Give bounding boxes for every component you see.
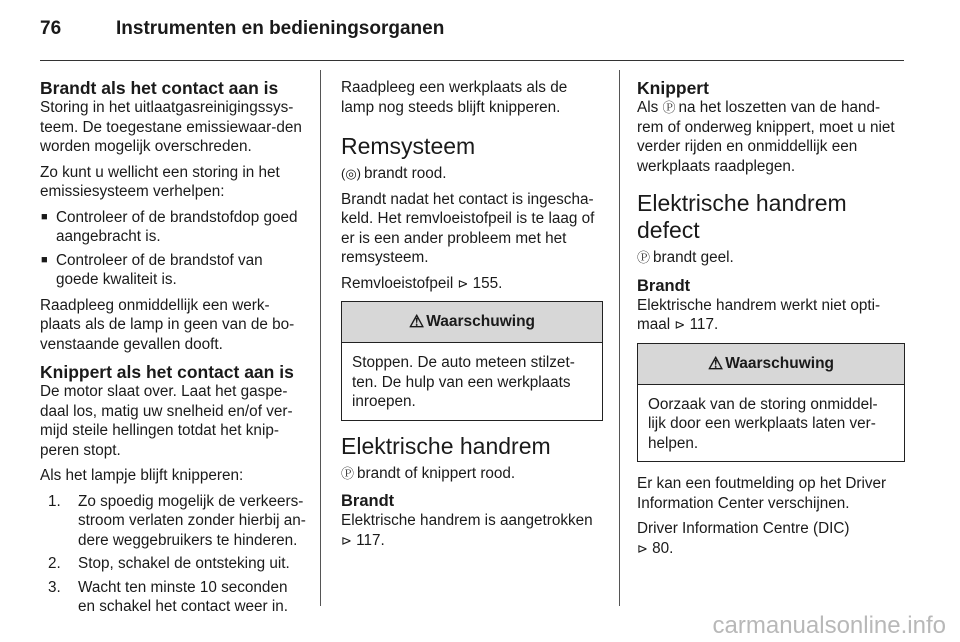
paragraph: Als het lampje blijft knipperen:	[40, 467, 244, 484]
numbered-list	[40, 492, 308, 617]
column-divider	[320, 70, 321, 606]
page-header	[40, 18, 444, 40]
header-rule	[40, 60, 904, 61]
paragraph: Zo kunt u wellicht een storing in het emissiesysteem verhelpen:	[40, 163, 280, 200]
page-ref-icon: ⊳	[674, 317, 686, 332]
paragraph: Raadpleeg onmiddellijk een werk-plaats als de lamp in geen van de bo-venstaande gevallen dooft.	[40, 296, 295, 353]
parking-brake-fault-icon: Ⓟ	[637, 250, 651, 265]
warning-header: ⚠ Waarschuwing	[638, 344, 904, 385]
column-2	[341, 78, 603, 556]
subheading: Brandt	[637, 276, 691, 295]
warning-text: Oorzaak van de storing onmiddel-lijk door een werkplaats laten ver-helpen.	[648, 395, 878, 452]
list-item: ■ Controleer of de brandstof van goede kwaliteit is.	[40, 251, 308, 290]
warning-triangle-icon: ⚠	[408, 312, 425, 332]
page-ref-icon: ⊳	[637, 540, 648, 556]
parking-brake-icon: Ⓟ	[341, 465, 355, 481]
column-1	[40, 78, 308, 623]
section-heading: Elektrische handrem defect	[637, 190, 847, 243]
paragraph: De motor slaat over. Laat het gaspe-daal los, matig uw snelheid en/of ver-mijd steile hellingen totdat het knip-peren stopt.	[40, 383, 293, 459]
page-title: Instrumenten en bedieningsorganen	[116, 18, 445, 39]
section-heading: Elektrische handrem	[341, 432, 551, 459]
page-number: 76	[40, 18, 62, 39]
paragraph: (◎) brandt rood.	[341, 165, 447, 182]
list-item: 2. Stop, schakel de ontsteking uit.	[48, 555, 290, 572]
warning-box	[341, 301, 603, 421]
paragraph: Als Ⓟ na het loszetten van de hand-rem of onderweg knippert, moet u niet verder rijden en onmiddellijk een werkplaats raadplegen.	[637, 99, 895, 175]
list-item: 3. Wacht ten minste 10 seconden en schakel het contact weer in.	[48, 578, 289, 615]
bullet-list	[40, 208, 308, 290]
column-3	[637, 78, 905, 564]
brake-warning-icon: (◎)	[341, 166, 362, 181]
section-heading: Knippert als het contact aan is	[40, 362, 294, 382]
page-ref-icon: ⊳	[457, 275, 469, 291]
section-heading: Brandt als het contact aan is	[40, 78, 279, 98]
list-item: ■ Controleer of de brandstofdop goed aangebracht is.	[40, 208, 308, 247]
paragraph: Raadpleeg een werkplaats als de lamp nog steeds blijft knipperen.	[341, 79, 568, 116]
paragraph: Ⓟ brandt geel.	[637, 249, 734, 266]
page-ref-icon: ⊳	[341, 532, 352, 548]
column-divider	[619, 70, 620, 606]
warning-text: Stoppen. De auto meteen stilzet-ten. De hulp van een werkplaats inroepen.	[352, 354, 575, 410]
paragraph: Remvloeistofpeil ⊳ 155.	[341, 274, 503, 292]
paragraph: Driver Information Centre (DIC) ⊳ 80.	[637, 520, 850, 557]
paragraph: Ⓟ brandt of knippert rood.	[341, 464, 516, 482]
parking-brake-icon: Ⓟ	[662, 100, 676, 115]
paragraph: Storing in het uitlaatgasreinigingssys-teem. De toegestane emissiewaar-den worden mogelijk overschreden.	[40, 99, 302, 155]
warning-triangle-icon: ⚠	[707, 353, 724, 373]
paragraph: Brandt nadat het contact is ingescha-keld. Het remvloeistofpeil is te laag of er is een ander probleem met het remsysteem.	[341, 190, 595, 266]
warning-box	[637, 343, 905, 463]
paragraph: Elektrische handrem werkt niet opti-maal ⊳ 117.	[637, 296, 881, 333]
subheading: Brandt	[341, 492, 395, 510]
watermark: carmanualsonline.info	[712, 612, 946, 639]
section-heading: Remsysteem	[341, 133, 476, 159]
paragraph: Elektrische handrem is aangetrokken ⊳ 117.	[341, 512, 593, 549]
warning-header: ⚠ Waarschuwing	[342, 302, 602, 343]
paragraph: Er kan een foutmelding op het Driver Information Center verschijnen.	[637, 475, 887, 512]
list-item: 1. Zo spoedig mogelijk de verkeers-stroom verlaten zonder hierbij an-dere weggebruikers te hinderen.	[48, 492, 306, 549]
section-heading: Knippert	[637, 78, 709, 98]
